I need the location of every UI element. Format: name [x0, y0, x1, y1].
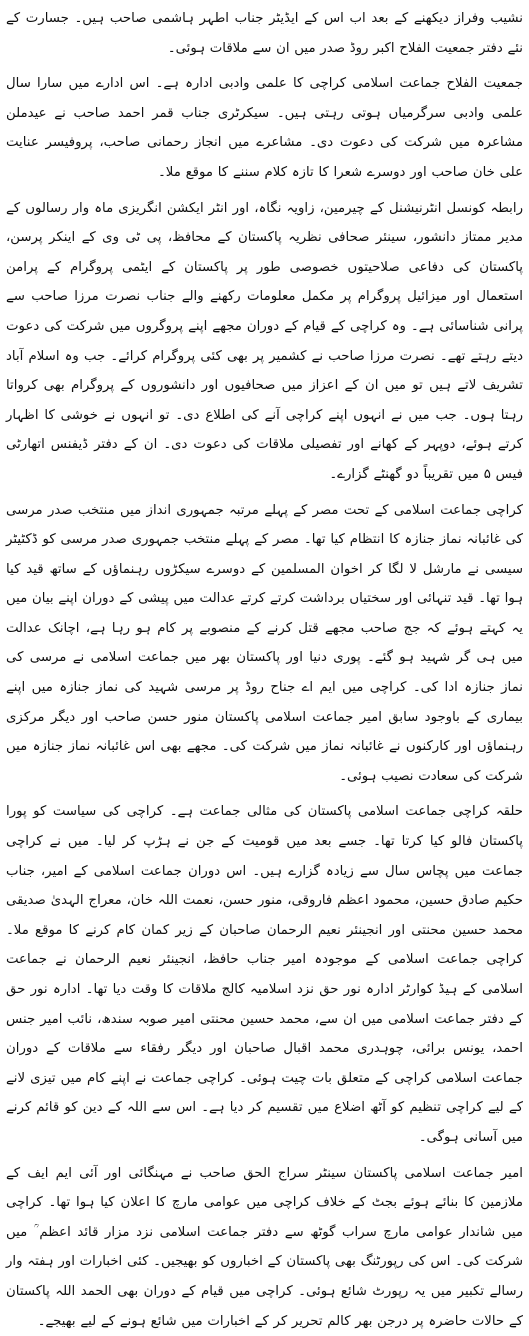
paragraph-public-march: امیر جماعت اسلامی پاکستان سینٹر سراج الحق صاحب نے مہنگائی اور آئی ایم ایف کے ملازمین کا بنائے ہوئے بجٹ کے خلاف کراچی میں عوامی مارچ کا اعلان کیا ہوا تھا۔ کراچی میں شاندار عوامی مارچ سراب گوٹھ سے دفتر جماعت اسلامی نزد مزار قائد اعظم ؒ میں شرکت کی۔ اس کی رپورٹنگ بھی پاکستان کے اخباروں کو بھیجیں۔ کئی اخبارات اور ہفتہ وار رسالے تکبیر میں یہ رپورٹ شائع ہوئی۔ کراچی میں قیام کے دوران بھی الحمد اللہ پاکستان کے حالات حاضرہ پر درجن بھر کالم تحریر کر کے اخبارات میں شائع ہونے کے لیے بھیجے۔ — [6, 1165, 523, 1329]
paragraph-karachi-jamaat: حلقہ کراچی جماعت اسلامی پاکستان کی مثالی جماعت ہے۔ کراچی کی سیاست کو پورا پاکستان فالو کیا کرتا تھا۔ جسے بعد میں قومیت کے جن نے ہڑپ کر لیا۔ میں نے کراچی جماعت میں پچاس سال سے زیادہ گزارے ہیں۔ اس دوران جماعت اسلامی کے امیر، جناب حکیم صادق حسین، محمود اعظم فاروقی، منور حسن، نعمت اللہ خان، معراج الہدیٰ صدیقی محمد حسین محنتی اور انجینئر نعیم الرحمان صاحبان کے زیر کمان کام کرنے کا موقع ملا۔ کراچی جماعت اسلامی کے موجودہ امیر جناب حافظ، انجینئر نعیم الرحمان نے جماعت اسلامی کے ہیڈ کوارٹر ادارہ نور حق نزد اسلامیہ کالج ملاقات کا وقت دیا تھا۔ ادارہ نور حق کے دفتر جماعت اسلامی میں ان سے، محمد حسین محنتی امیر صوبہ سندھ، نائب امیر جنس احمد، یونس برائی، چوہدری محمد اقبال صاحبان اور دیگر رفقاء سے ملاقات کے دوران جماعت اسلامی کراچی کے متعلق بات چیت ہوئی۔ کراچی جماعت نے اپنے کام میں تیزی لانے کے لیے کراچی تنظیم کو آٹھ اضلاع میں تقسیم کر دیا ہے۔ اس سے اللہ کے دین کو قائم کرنے میں آسانی ہوگی۔ — [6, 804, 523, 1145]
paragraph-nusrat-mirza: رابطہ کونسل انٹرنیشنل کے چیرمین، زاویہ نگاہ، اور انٹر ایکشن انگریزی ماہ وار رسالوں کے مدیر ممتاز دانشور، سینئر صحافی نظریہ پاکستان کے محافظ، پی ٹی وی کے اینکر پرسن، پاکستان کی دفاعی صلاحیتوں خصوصی طور پر پاکستان کے ایٹمی پروگرام کے پرامن استعمال اور میزائیل پروگرام پر مکمل معلومات رکھنے والے جناب نصرت مرزا صاحب سے پرانی شناسائی ہے۔ وہ کراچی کے قیام کے دوران مجھے اپنے پروگروں میں شرکت کی دعوت دیتے رہتے تھے۔ نصرت مرزا صاحب نے کشمیر پر بھی کئی پروگرام کرائے۔ جب وہ اسلام آباد تشریف لاتے ہیں تو میں ان کے اعزاز میں صحافیوں اور دانشوروں کے پروگرام بھی کرواتا رہتا ہوں۔ جب میں نے انہوں اپنے کراچی آنے کی اطلاع دی۔ تو انہوں نے خوشی کا اظہار کرتے ہوئے، دوپہر کے کھانے اور تفصیلی ملاقات کی دعوت دی۔ ان کے دفتر ڈیفنس اتھارٹی فیس ۵ میں تقریباً دو گھنٹے گزارے۔ — [6, 200, 523, 482]
paragraph-jasarat-office: نشیب وفراز دیکھنے کے بعد اب اس کے ایڈیٹر جناب اطہر ہاشمی صاحب ہیں۔ جسارت کے نئے دفتر جمعیت الفلاح اکبر روڈ صدر میں ان سے ملاقات ہوئی۔ — [6, 11, 523, 56]
paragraph-jamiat-ul-falah: جمعیت الفلاح جماعت اسلامی کراچی کا علمی وادبی ادارہ ہے۔ اس ادارے میں سارا سال علمی وادبی سرگرمیاں ہوتی رہتی ہیں۔ سیکرٹری جناب قمر احمد صاحب نے عیدملن مشاعرہ میں شرکت کی دعوت دی۔ مشاعرے میں انجاز رحمانی صاحب، پروفیسر عنایت علی خان صاحب اور دوسرے شعرا کا تازہ کلام سننے کا موقع ملا۔ — [6, 76, 523, 180]
paragraph-morsi-funeral-prayer: کراچی جماعت اسلامی کے تحت مصر کے پہلے مرتبہ جمہوری انداز میں منتخب صدر مرسی کی غائبانہ نماز جنازہ کا انتظام کیا تھا۔ مصر کے پہلے منتخب جمہوری صدر مرسی کو ڈکٹیٹر سیسی نے مارشل لا لگا کر اخوان المسلمین کے دوسرے سیکڑوں رہنماؤں کے ساتھ قید کیا ہوا تھا۔ قید تنہائی اور سختیاں برداشت کرتے کرتے عدالت میں پیشی کے دوران اپنے بیان میں یہ کہتے ہوئے کہ جج صاحب مجھے قتل کرنے کے منصوبے پر کام ہو رہا ہے، اچانک عدالت میں ہی گر شہید ہو گئے۔ پوری دنیا اور پاکستان بھر میں جماعت اسلامی نے مرسی کی نماز جنازہ ادا کی۔ کراچی میں ایم اے جناح روڈ پر مرسی شہید کی نماز جنازہ میں اپنے بیماری کے باوجود سابق امیر جماعت اسلامی پاکستان منور حسن صاحب اور دیگر مرکزی رہنماؤں اور کارکنوں نے غائبانہ نماز میں شرکت کی۔ مجھے بھی اس غائبانہ نماز جنازہ میں شرکت کی سعادت نصیب ہوئی۔ — [6, 502, 523, 784]
